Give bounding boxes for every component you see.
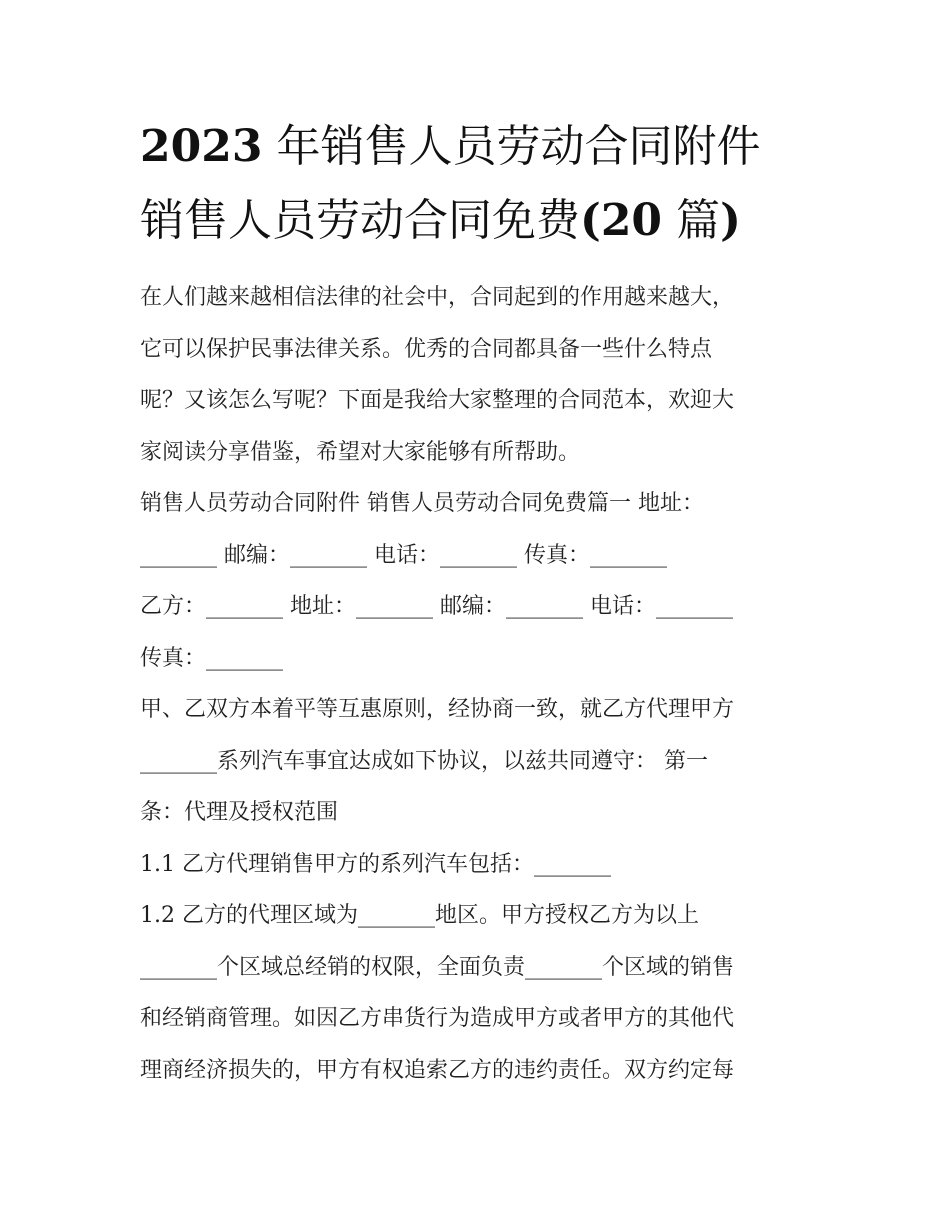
title-line-2	[140, 184, 820, 258]
body-line: 销售人员劳动合同附件 销售人员劳动合同免费篇一 地址：	[140, 491, 704, 516]
body-line: _______个区域总经销的权限，全面负责_______个区域的销售	[140, 954, 735, 980]
body-line: 传真：_______	[140, 645, 284, 671]
title-line-1-text: 年销售人员劳动合同附件	[276, 121, 761, 172]
body-line: 1.2 乙方的代理区域为_______地区。甲方授权乙方为以上	[140, 903, 699, 928]
title-line-1	[140, 110, 820, 184]
body-line: 家阅读分享借鉴，希望对大家能够有所帮助。	[140, 439, 581, 465]
title-count: (20	[580, 195, 663, 246]
body-line: 在人们越来越相信法律的社会中，合同起到的作用越来越大，	[140, 285, 735, 310]
body-line: _______ 邮编：_______ 电话：_______ 传真：_______	[140, 542, 667, 568]
body-line: 乙方：_______ 地址：_______ 邮编：_______ 电话：_______	[140, 594, 733, 619]
title-line-2-text: 销售人员劳动合同免费	[140, 195, 580, 246]
body-line: 条：代理及授权范围	[140, 800, 339, 825]
body-line: _______系列汽车事宜达成如下协议，以兹共同遵守： 第一	[140, 748, 708, 774]
document-title	[140, 110, 820, 258]
title-count-unit: 篇	[676, 195, 721, 246]
body-line: 和经销商管理。如因乙方串货行为造成甲方或者甲方的其他代	[140, 1006, 735, 1031]
body-line: 1.1 乙方代理销售甲方的系列汽车包括：_______	[140, 851, 611, 877]
body-line: 它可以保护民事法律关系。优秀的合同都具备一些什么特点	[140, 336, 713, 362]
document-body	[140, 272, 820, 1096]
body-line: 甲、乙双方本着平等互惠原则，经协商一致，就乙方代理甲方	[140, 697, 735, 722]
document-page	[140, 110, 820, 1096]
body-line: 呢？又该怎么写呢？下面是我给大家整理的合同范本，欢迎大	[140, 388, 735, 413]
title-close-paren: )	[720, 195, 741, 246]
body-line: 理商经济损失的，甲方有权追索乙方的违约责任。双方约定每	[140, 1057, 735, 1083]
title-year: 2023	[140, 121, 263, 172]
